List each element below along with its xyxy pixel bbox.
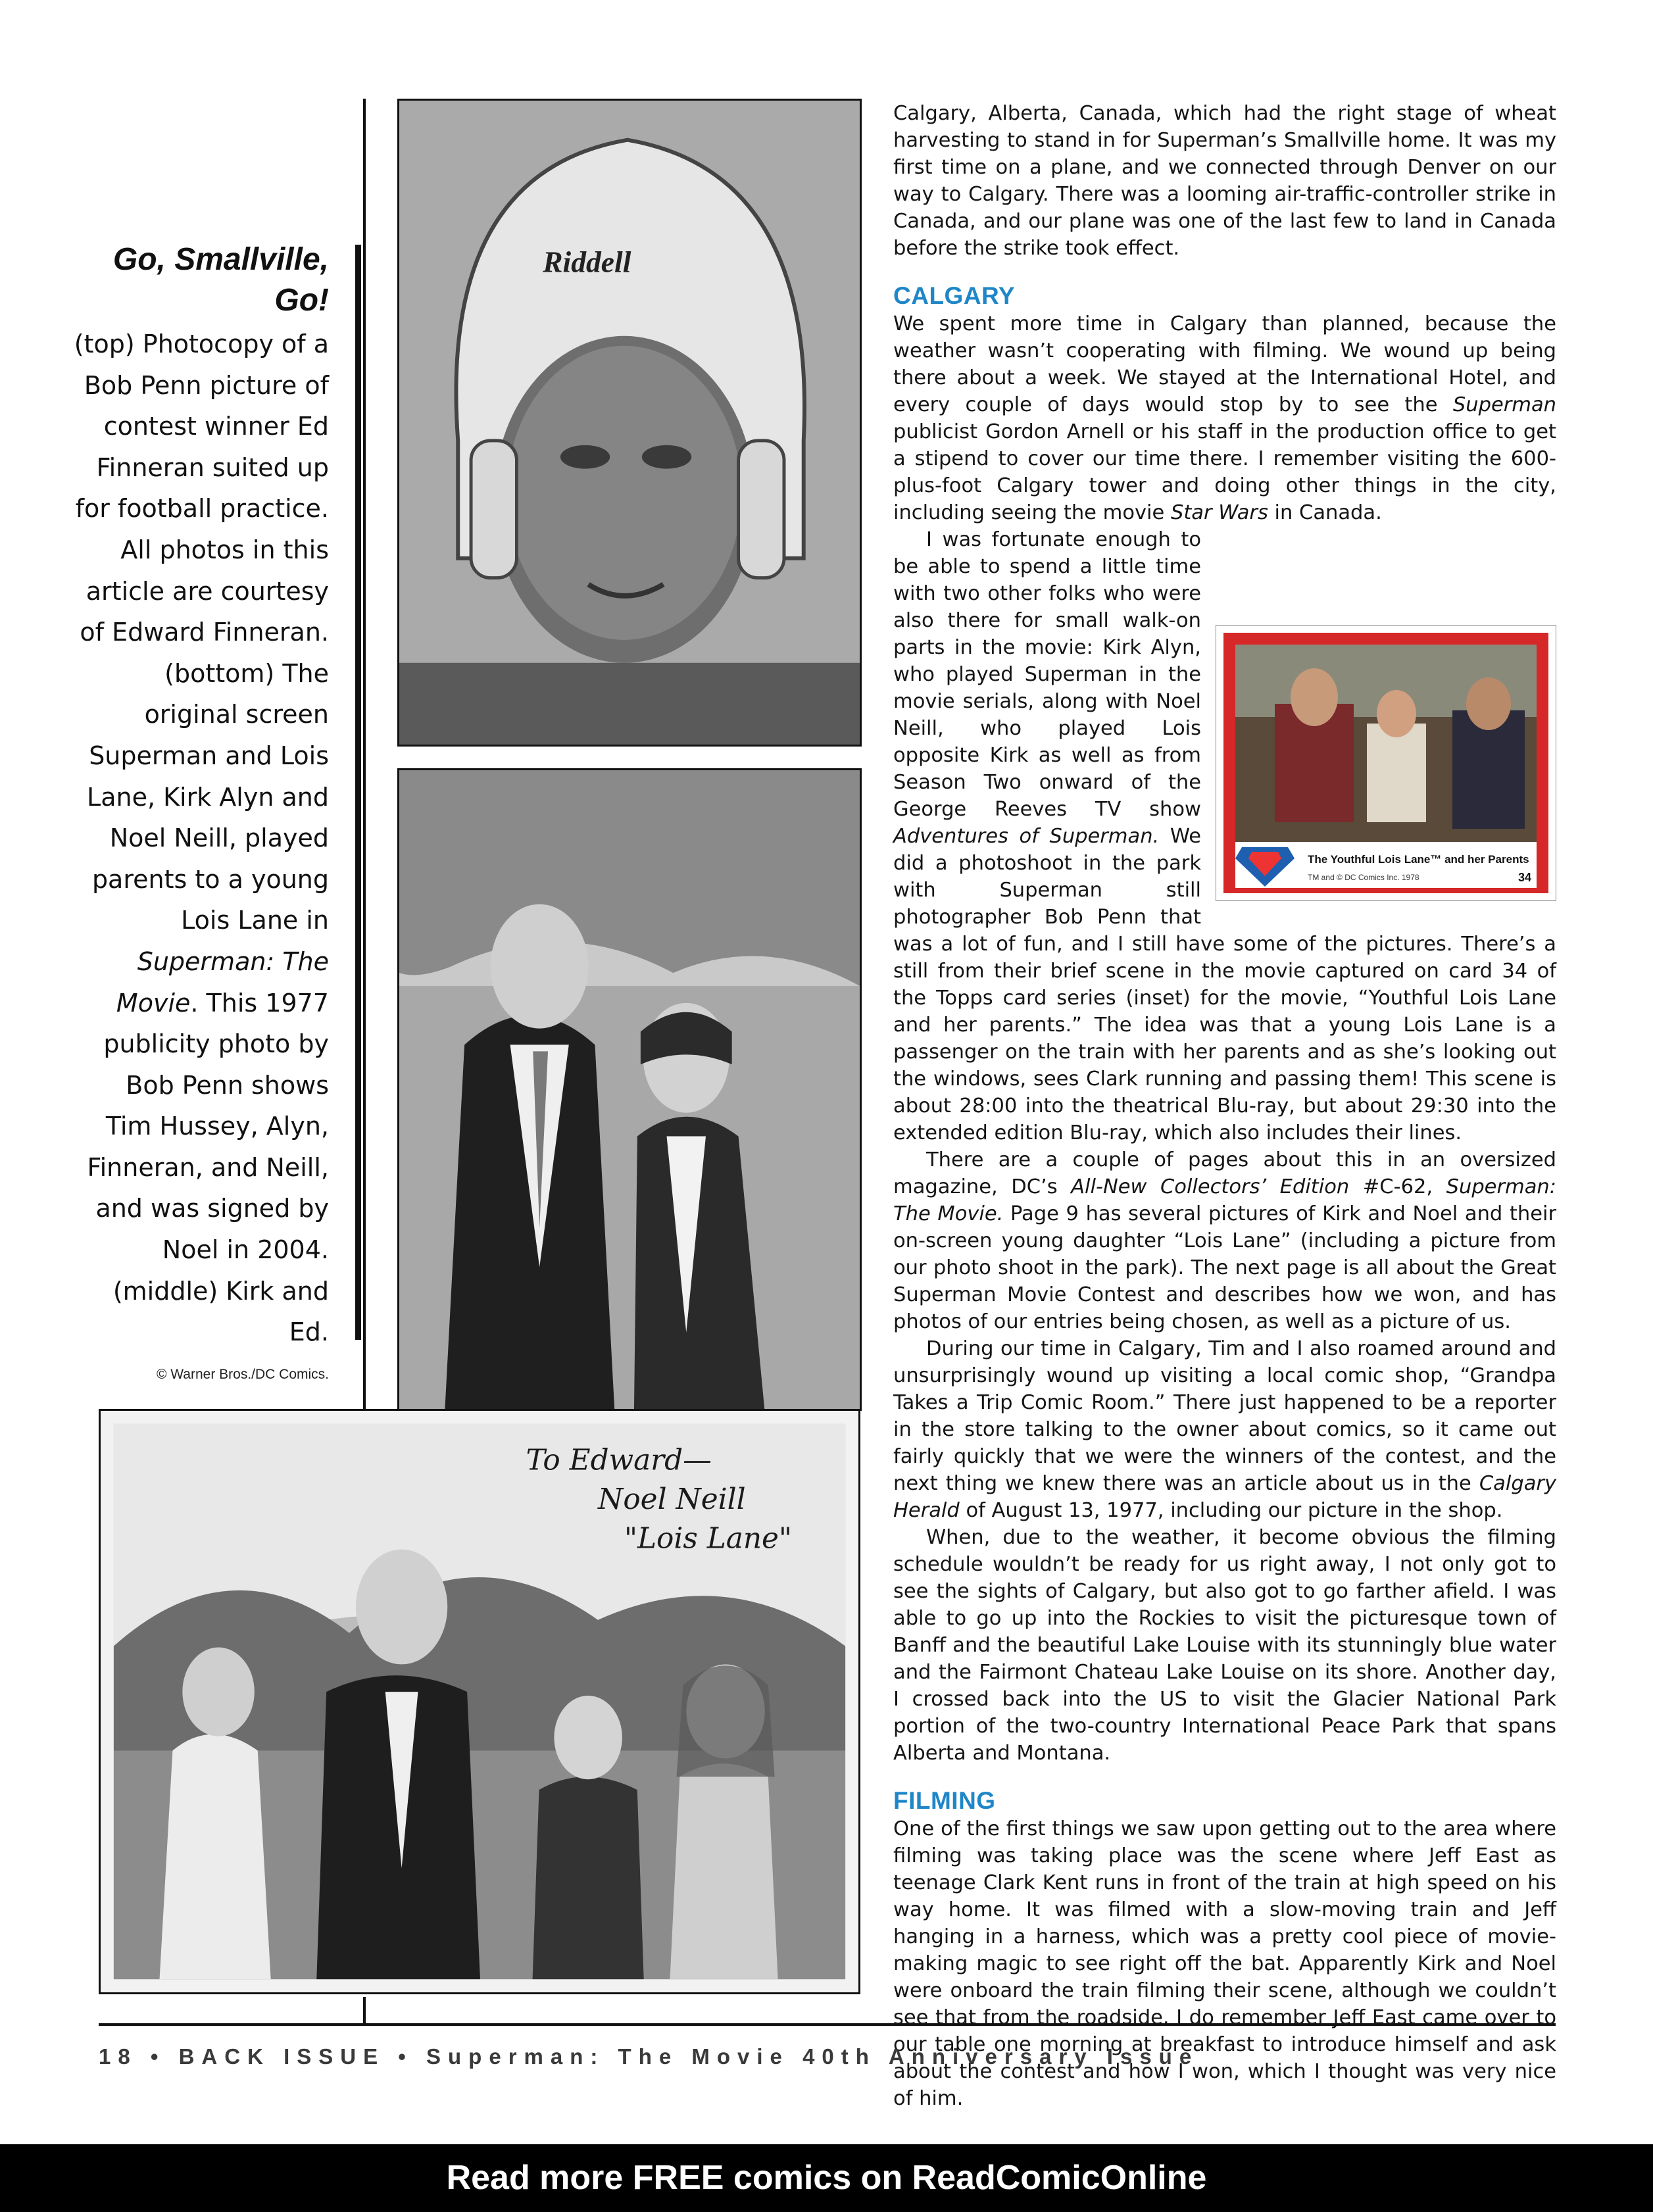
calgary-p1-text-a: We spent more time in Calgary than planned, because the weather wasn’t cooperating with filming. We wound up being there about a week. We stayed at the International Hotel, and every couple of days would stop by to see the	[893, 312, 1556, 416]
card-caption: The Youthful Lois Lane™ and her Parents	[1308, 853, 1529, 866]
article-column	[893, 100, 1556, 2112]
caption-title-line1: Go, Smallville,	[112, 242, 329, 277]
calgary-p1-text-b: publicist Gordon Arnell or his staff in the production office to get a stipend to cover our time there. I remember visiting the 600-plus-foot Calgary tower and doing other things in the city, including seeing the movie	[893, 420, 1556, 524]
caption-title	[99, 239, 329, 321]
helmet-logo: Riddell	[543, 245, 631, 279]
calgary-p3-italic-2: Superman: The Movie.	[893, 1175, 1556, 1225]
calgary-paragraph-1	[893, 310, 1556, 526]
column-divider-top	[363, 99, 366, 1414]
calgary-paragraph-4	[893, 1335, 1556, 1524]
caption-text-1: (top) Photocopy of a Bob Penn picture of contest winner Ed Finneran suited up for football practice. All photos in this article are courtesy of Edward Finneran. (bottom) The original screen Superman and Lois Lane, Kirk Alyn and Noel Neill, played parents to a young Lois Lane in	[74, 330, 329, 935]
calgary-p1-italic-2: Star Wars	[1170, 501, 1268, 524]
calgary-p1-italic-1: Superman	[1452, 393, 1556, 416]
caption-accent-bar	[355, 245, 361, 1340]
caption-title-line2: Go!	[274, 283, 329, 318]
heading-filming: FILMING	[893, 1787, 996, 1814]
autograph-line-1: To Edward—	[526, 1443, 712, 1477]
calgary-p3-text-a: There are a couple of pages about this in an oversized magazine, DC’s	[893, 1148, 1556, 1198]
calgary-p4-italic-1: Calgary Herald	[893, 1472, 1556, 1522]
heading-calgary: CALGARY	[893, 282, 1016, 309]
inset-trading-card	[1216, 625, 1556, 901]
calgary-paragraph-5: When, due to the weather, it become obvious the filming schedule wouldn’t be ready for us right away, I not only got to see the sights of Calgary, but also got to go farther afield. I was able to go up into the Rockies to visit the picturesque town of Banff and the beautiful Lake Louise with its stunningly blue water and the Fairmont Chateau Lake Louise on its shore. Another day, I crossed back into the US to visit the Glacier National Park portion of the two-country International Peace Park that spans Alberta and Montana.	[893, 1526, 1556, 1765]
calgary-p2-italic-1: Adventures of Superman.	[893, 825, 1160, 848]
caption-body	[72, 324, 329, 1353]
autograph-line-2: Noel Neill	[598, 1483, 746, 1516]
calgary-p4-text-b: of August 13, 1977, including our picture in the shop.	[959, 1499, 1503, 1522]
calgary-p1-text-c: in Canada.	[1268, 501, 1382, 524]
calgary-p4-text-a: During our time in Calgary, Tim and I also roamed around and unsurprisingly wound up visiting a local comic shop, “Grandpa Takes a Trip Comic Room.” There just happened to be a reporter in the store talking to the owner about comics, so it came out fairly quickly that we were the winners of the contest, and the next thing we knew there was an article about us in the	[893, 1337, 1556, 1495]
photo-helmet-portrait	[397, 99, 862, 747]
card-number: 34	[1518, 871, 1532, 884]
autograph-line-3: "Lois Lane"	[624, 1521, 793, 1556]
caption-movie-title: Superman: The Movie	[116, 946, 329, 1018]
calgary-paragraph-2	[893, 526, 1556, 1146]
calgary-p2-text-a: I was fortunate enough to be able to spend a little time with two other folks who were also there for small walk-on parts in the movie: Kirk Alyn, who played Superman in the movie serials, along with Noel Neill, who played Lois opposite Kirk as well as from Season Two onward of the George Reeves TV show	[893, 528, 1201, 821]
calgary-p3-text-c: Page 9 has several pictures of Kirk and Noel and their on-screen young daughter “Lois Lane” (including a picture from our photo shoot in the park). The next page is all about the Great Superman Movie Contest and describes how we won, and has photos of our entries being chosen, as well as a picture of us.	[893, 1202, 1556, 1333]
calgary-p2-text-b: We did a photoshoot in the park with Superman still photographer Bob Penn that was a lot of fun, and I still have some of the pictures. There’s a still from their brief scene in the movie captured on card 34 of the Topps card series (inset) for the movie, “Youthful Lois Lane and her parents.” The idea was that a young Lois Lane is a passenger on the train with her parents and as she’s looking out the windows, sees Clark running and passing them! This scene is about 28:00 into the theatrical Blu-ray, but about 29:30 into the extended edition Blu-ray, which also includes their lines.	[893, 825, 1556, 1144]
photo-autographed-group	[99, 1409, 860, 1994]
photo-kirk-and-ed	[397, 768, 862, 1411]
filming-paragraph-1: One of the first things we saw upon getting out to the area where filming was taking place was the scene where Jeff East as teenage Clark Kent runs in front of the train at high speed on his way home. It was filmed with a slow-moving train and Jeff hanging in a harness, which was a pretty cool piece of movie-making magic to see right off the bat. Apparently Kirk and Noel were onboard the train filming their scene, although we couldn’t see that from the roadside. I do remember Jeff East came over to our table one morning at breakfast to introduce himself and ask about the contest and how I won, which I thought was very nice of him.	[893, 1817, 1556, 2110]
promo-banner[interactable]: Read more FREE comics on ReadComicOnline	[0, 2144, 1653, 2212]
calgary-p3-italic-1: All-New Collectors’ Edition	[1071, 1175, 1350, 1198]
calgary-paragraph-3	[893, 1146, 1556, 1335]
copyright-credit: © Warner Bros./DC Comics.	[156, 1367, 329, 1382]
card-copyright: TM and © DC Comics Inc. 1978	[1308, 873, 1419, 882]
calgary-p3-text-b: #C-62,	[1349, 1175, 1446, 1198]
column-divider-bottom	[363, 1997, 366, 2026]
intro-paragraph: Calgary, Alberta, Canada, which had the right stage of wheat harvesting to stand in for Superman’s Smallville home. It was my first time on a plane, and we connected through Denver on our way to Calgary. There was a looming air-traffic-controller strike in Canada, and our plane was one of the last few to land in Canada before the strike took effect.	[893, 102, 1556, 260]
page-folio: 18 • BACK ISSUE • Superman: The Movie 40th Anniversary Issue	[99, 2044, 1199, 2069]
caption-text-2: . This 1977 publicity photo by Bob Penn shows Tim Hussey, Alyn, Finneran, and Neill, and was signed by Noel in 2004. (middle) Kirk and Ed.	[87, 988, 329, 1347]
